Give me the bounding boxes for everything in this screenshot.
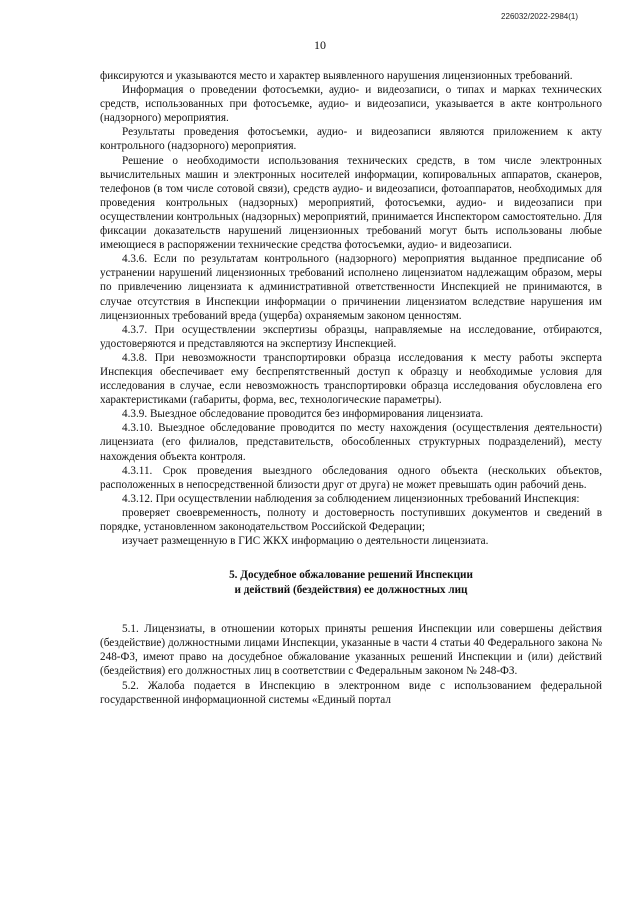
paragraph: проверяет своевременность, полноту и достоверность поступивших документов и сведений в порядке, установленном законодательством Российской Федерации; — [100, 506, 602, 533]
paragraph: 4.3.12. При осуществлении наблюдения за соблюдением лицензионных требований Инспекция: — [122, 492, 580, 505]
paragraph: фиксируются и указываются место и характер выявленного нарушения лицензионных требований. — [100, 70, 573, 82]
document-registration-number: 226032/2022-2984(1) — [501, 12, 578, 21]
paragraph: Информация о проведении фотосъемки, аудио- и видеозаписи, о типах и марках технических средств, использованных при фотосъемке, аудио- и видеозаписи, указывается в акте контрольного (надзорного) мероприятия. — [100, 84, 602, 125]
section-heading — [100, 568, 602, 598]
paragraph: 4.3.11. Срок проведения выездного обследования одного объекта (нескольких объектов, расположенных в непосредственной близости друг от друга) не может превышать один рабочий день. — [100, 464, 602, 491]
section-title-line-2: и действий (бездействия) ее должностных лиц — [234, 584, 468, 597]
paragraph: изучает размещенную в ГИС ЖКХ информацию о деятельности лицензиата. — [122, 535, 489, 548]
paragraph: 5.2. Жалоба подается в Инспекцию в электронном виде с использованием федеральной государственной информационной системы «Единый портал — [100, 679, 602, 706]
paragraph: Результаты проведения фотосъемки, аудио- и видеозаписи являются приложением к акту контрольного (надзорного) мероприятия. — [100, 126, 602, 153]
paragraph: Решение о необходимости использования технических средств, в том числе электронных вычислительных машин и электронных носителей информации, копировальных аппаратов, сканеров, телефонов (в том числе сотовой связи), средств аудио- и видеозаписи, фотоаппаратов, необходимых для проведения контрольных (надзорных) мероприятий, фотосъемки, аудио- и видеозаписи при осуществлении контрольных (надзорных) мероприятий, принимается Инспектором самостоятельно. Для фиксации доказательств нарушений лицензионных требований могут быть использованы любые имеющиеся в распоряжении технические средства фотосъемки, аудио- и видеозаписи. — [100, 154, 602, 252]
paragraph: 4.3.7. При осуществлении экспертизы образцы, направляемые на исследование, отбираются, удостоверяются и представляются на экспертизу Инспекцией. — [100, 323, 602, 350]
document-body — [100, 69, 602, 707]
paragraph: 4.3.6. Если по результатам контрольного (надзорного) мероприятия выданное предписание об устранении нарушений лицензионных требований исполнено лицензиатом надлежащим образом, меры по привлечению лицензиата к административной ответственности Инспекцией не принимаются, в случае отсутствия в Инспекции информации о причинении лицензиатом вследствие нарушения им лицензионных требований вреда (ущерба) охраняемым законом ценностям. — [100, 253, 602, 322]
paragraph: 4.3.10. Выездное обследование проводится по месту нахождения (осуществления деятельности) лицензиата (его филиалов, представительств, обособленных структурных подразделений), месту нахождения объекта контроля. — [100, 422, 602, 463]
paragraph: 4.3.8. При невозможности транспортировки образца исследования к месту работы эксперта Инспекция обеспечивает ему беспрепятственный доступ к образцу и необходимые условия для исследования в случае, если невозможность транспортировки образца исследования обусловлена его характеристиками (габариты, форма, вес, технологические параметры). — [100, 351, 602, 407]
paragraph: 5.1. Лицензиаты, в отношении которых приняты решения Инспекции или совершены действия (бездействие) должностными лицами Инспекции, указанные в части 4 статьи 40 Федерального закона № 248-ФЗ, имеют право на досудебное обжалование указанных решений Инспекции и (или) действий (бездействия) его должностных лиц в соответствии с Федеральным законом № 248-ФЗ. — [100, 623, 602, 678]
paragraph: 4.3.9. Выездное обследование проводится без информирования лицензиата. — [122, 408, 484, 421]
page-number: 10 — [314, 38, 326, 52]
section-title-line-1: 5. Досудебное обжалование решений Инспекции — [229, 569, 473, 582]
